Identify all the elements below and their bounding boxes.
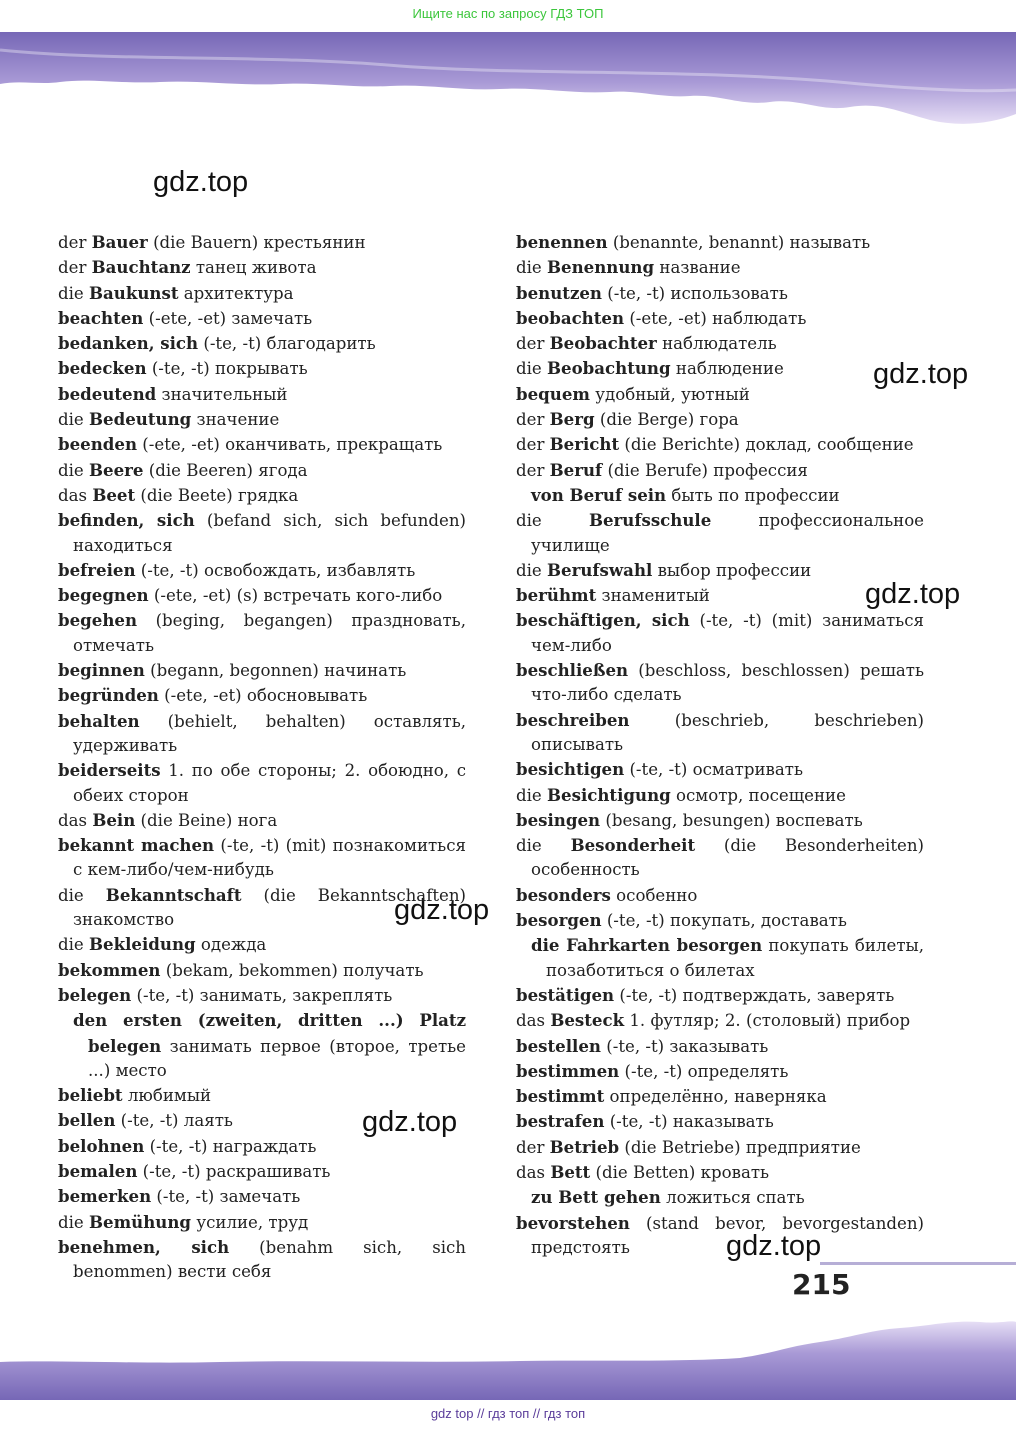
dictionary-entry — [58, 833, 466, 883]
header-note: Ищите нас по запросу ГДЗ ТОП — [412, 6, 604, 21]
entry-definition: одежда — [195, 935, 267, 955]
entry-headword: Benennung — [547, 257, 655, 278]
entry-headword: zu Bett gehen — [531, 1187, 661, 1208]
dictionary-entry — [516, 1160, 924, 1185]
entry-headword: Bedeutung — [89, 409, 192, 430]
entry-definition: (-te, -t) покупать, доставать — [601, 911, 847, 931]
entry-headword: begegnen — [58, 585, 149, 606]
entry-article: die — [58, 283, 90, 303]
entry-definition: (-ete, -et) (s) встречать кого-либо — [148, 586, 443, 606]
entry-definition: (-te, -t) определять — [619, 1061, 789, 1081]
dictionary-entry — [516, 583, 924, 608]
entry-headword: Bauer — [91, 232, 148, 252]
entry-definition: (-te, -t) осматривать — [624, 760, 803, 780]
entry-definition: (beschrieb, beschrieben) описывать — [531, 710, 924, 754]
entry-definition: значение — [191, 410, 280, 430]
entry-headword: besichtigen — [516, 759, 625, 780]
entry-definition: определённо, наверняка — [604, 1087, 827, 1107]
entry-headword: begründen — [58, 685, 159, 706]
dictionary-entry — [58, 331, 466, 356]
entry-headword: befreien — [58, 559, 136, 580]
dictionary-entry — [58, 255, 466, 280]
entry-definition: усилие, труд — [191, 1212, 309, 1232]
entry-definition: название — [654, 258, 741, 278]
entry-definition: (-te, -t) заказывать — [600, 1036, 769, 1056]
dictionary-entry — [58, 230, 466, 255]
entry-definition: (-te, -t) освобождать, избавлять — [135, 560, 416, 580]
dictionary-entry — [516, 708, 924, 758]
dictionary-column-right — [516, 230, 924, 1260]
entry-definition: наблюдатель — [656, 334, 777, 354]
dictionary-entry — [58, 432, 466, 457]
dictionary-entry — [516, 382, 924, 407]
entry-definition: выбор профессии — [652, 560, 812, 580]
entry-definition: (-te, -t) использовать — [602, 283, 788, 303]
entry-definition: (-te, -t) (mit) познакомиться с кем-либо/чем-нибудь — [73, 836, 466, 880]
entry-definition: (beschloss, beschlossen) решать что-либо сделать — [531, 661, 924, 705]
entry-article: die — [516, 359, 548, 379]
entry-definition: (die Beete) грядка — [135, 485, 299, 505]
dictionary-entry — [516, 356, 924, 381]
entry-headword: begehen — [58, 610, 138, 631]
entry-definition: (die Berichte) доклад, сообщение — [619, 435, 914, 455]
entry-headword: bestätigen — [516, 984, 615, 1005]
entry-headword: besingen — [516, 809, 601, 830]
entry-headword: bequem — [516, 383, 590, 404]
entry-headword: besorgen — [516, 910, 602, 931]
dictionary-entry — [58, 558, 466, 583]
dictionary-entry — [58, 483, 466, 508]
dictionary-entry — [516, 908, 924, 933]
entry-definition: быть по профессии — [666, 485, 840, 505]
entry-definition: (besang, besungen) воспевать — [600, 810, 863, 830]
entry-headword: beiderseits — [58, 760, 161, 781]
entry-article: das — [58, 485, 93, 505]
top-banner-decoration — [0, 32, 1016, 132]
entry-headword: beschließen — [516, 660, 629, 681]
entry-article: der — [516, 1137, 550, 1157]
entry-headword: Berg — [549, 409, 595, 430]
entry-article: die — [516, 258, 548, 278]
entry-definition: (-ete, -et) обосновывать — [158, 686, 368, 706]
entry-definition: (die Bauern) крестьянин — [147, 233, 366, 252]
dictionary-entry — [58, 1008, 466, 1083]
dictionary-entry — [516, 458, 924, 483]
dictionary-entry — [58, 958, 466, 983]
entry-headword: den ersten (zweiten, dritten ...) Platz belegen — [73, 1010, 466, 1056]
dictionary-entry — [516, 331, 924, 356]
watermark-text: gdz.top — [873, 358, 969, 390]
dictionary-entry — [516, 658, 924, 708]
entry-definition: (die Betriebe) предприятие — [619, 1137, 861, 1157]
entry-headword: beobachten — [516, 307, 625, 328]
dictionary-entry — [516, 483, 924, 508]
entry-headword: benennen — [516, 232, 608, 252]
entry-headword: belohnen — [58, 1135, 145, 1156]
entry-article: der — [58, 258, 92, 278]
entry-headword: von Beruf sein — [531, 484, 667, 505]
dictionary-entry — [516, 983, 924, 1008]
dictionary-entry — [516, 883, 924, 908]
entry-headword: bedanken, sich — [58, 333, 199, 354]
dictionary-entry — [58, 1184, 466, 1209]
entry-definition: (bekam, bekommen) получать — [160, 960, 424, 980]
watermark-text: gdz.top — [394, 894, 490, 926]
entry-headword: Beet — [92, 484, 136, 505]
entry-headword: belegen — [58, 984, 132, 1005]
entry-headword: Bein — [92, 809, 136, 830]
entry-headword: Bekanntschaft — [105, 884, 242, 905]
entry-article: die — [516, 785, 548, 805]
dictionary-entry — [516, 508, 924, 558]
dictionary-entry — [516, 306, 924, 331]
dictionary-entry — [58, 382, 466, 407]
entry-headword: Besonderheit — [570, 835, 696, 856]
entry-headword: bevorstehen — [516, 1212, 630, 1233]
entry-headword: beenden — [58, 434, 138, 455]
entry-article: der — [516, 410, 550, 430]
watermark-text: gdz.top — [865, 578, 961, 610]
dictionary-entry — [58, 1159, 466, 1184]
dictionary-entry — [58, 808, 466, 833]
entry-definition: (-ete, -et) наблюдать — [624, 308, 807, 328]
entry-headword: behalten — [58, 710, 140, 731]
entry-definition: (-te, -t) благодарить — [198, 334, 376, 354]
dictionary-entry — [58, 281, 466, 306]
entry-headword: bestrafen — [516, 1111, 605, 1132]
entry-headword: Bauchtanz — [91, 257, 191, 278]
entry-definition: 1. футляр; 2. (столовый) прибор — [624, 1011, 911, 1031]
entry-headword: bestellen — [516, 1035, 601, 1056]
entry-headword: Beobachtung — [547, 358, 671, 379]
dictionary-entry — [58, 1210, 466, 1235]
entry-headword: Beere — [89, 459, 144, 480]
entry-article: der — [516, 460, 550, 480]
entry-definition: значительный — [156, 384, 288, 404]
entry-definition: (benahm sich, sich benommen) вести себя — [73, 1237, 466, 1282]
entry-headword: bemerken — [58, 1186, 152, 1207]
entry-definition: (die Betten) кровать — [590, 1162, 770, 1182]
entry-definition: осмотр, посещение — [670, 785, 846, 805]
entry-headword: Bett — [550, 1161, 591, 1182]
entry-headword: Betrieb — [549, 1136, 620, 1157]
dictionary-entry — [58, 356, 466, 381]
entry-article: das — [516, 1011, 551, 1031]
dictionary-entry — [516, 933, 924, 983]
dictionary-entry — [516, 1008, 924, 1033]
entry-article: die — [516, 560, 548, 580]
entry-headword: bestimmen — [516, 1060, 620, 1081]
entry-definition: занимать первое (второе, третье ...) место — [88, 1036, 466, 1080]
entry-definition: (benannte, benannt) называть — [607, 233, 871, 252]
entry-definition: (-te, -t) раскрашивать — [137, 1161, 331, 1181]
entry-headword: benehmen, sich — [58, 1236, 230, 1257]
entry-headword: Berufswahl — [547, 559, 653, 580]
entry-definition: (die Berge) гора — [594, 410, 739, 430]
entry-article: die — [58, 1212, 90, 1232]
entry-headword: bestimmt — [516, 1086, 605, 1107]
entry-article: die — [58, 460, 90, 480]
dictionary-entry — [516, 1211, 924, 1261]
entry-definition: (-te, -t) награждать — [144, 1136, 317, 1156]
dictionary-entry — [516, 1185, 924, 1210]
entry-definition: (die Beeren) ягода — [143, 460, 308, 480]
dictionary-entry — [58, 583, 466, 608]
dictionary-entry — [516, 1109, 924, 1134]
entry-definition: (-te, -t) (mit) заниматься чем-либо — [531, 611, 924, 655]
dictionary-entry — [58, 508, 466, 558]
entry-article: die — [516, 511, 589, 531]
entry-definition: танец живота — [190, 258, 317, 278]
dictionary-entry — [516, 558, 924, 583]
page-number: 215 — [792, 1268, 851, 1301]
page-number-rule — [820, 1262, 1016, 1265]
entry-headword: Bekleidung — [89, 934, 196, 955]
dictionary-entry — [516, 230, 924, 255]
dictionary-entry — [58, 1083, 466, 1108]
entry-headword: befinden, sich — [58, 510, 195, 531]
dictionary-entry — [58, 709, 466, 759]
entry-article: die — [516, 836, 571, 856]
entry-headword: Baukunst — [89, 282, 179, 303]
entry-article: das — [58, 810, 93, 830]
entry-definition: (-te, -t) покрывать — [146, 359, 308, 379]
entry-headword: bekommen — [58, 959, 161, 980]
entry-headword: beschreiben — [516, 709, 630, 730]
entry-article: der — [516, 334, 550, 354]
dictionary-entry — [58, 658, 466, 683]
dictionary-entry — [516, 1084, 924, 1109]
footer-note: gdz top // гдз топ // гдз топ — [430, 1406, 586, 1421]
entry-definition: (die Berufe) профессия — [602, 460, 808, 480]
entry-headword: Beobachter — [549, 333, 657, 354]
entry-definition: 1. по обе стороны; 2. обоюдно, с обеих сторон — [73, 761, 466, 805]
dictionary-entry — [58, 1235, 466, 1285]
entry-definition: покупать билеты, позаботиться о билетах — [546, 936, 924, 980]
entry-headword: benutzen — [516, 282, 602, 303]
entry-headword: besonders — [516, 884, 611, 905]
entry-headword: beschäftigen, sich — [516, 610, 690, 631]
dictionary-entry — [58, 983, 466, 1008]
entry-headword: bedecken — [58, 358, 147, 379]
entry-definition: ложиться спать — [660, 1188, 805, 1208]
dictionary-entry — [516, 1059, 924, 1084]
entry-definition: (die Besonderheiten) особенность — [531, 836, 924, 880]
entry-headword: bekannt machen — [58, 835, 215, 856]
dictionary-entry — [516, 757, 924, 782]
entry-definition: любимый — [122, 1086, 212, 1106]
entry-headword: beliebt — [58, 1085, 123, 1106]
entry-article: die — [58, 935, 90, 955]
entry-definition: удобный, уютный — [589, 384, 750, 404]
entry-definition: (stand bevor, bevorgestanden) предстоять — [531, 1213, 924, 1257]
dictionary-entry — [516, 1135, 924, 1160]
entry-headword: berühmt — [516, 585, 597, 606]
entry-headword: Beruf — [549, 459, 603, 480]
entry-definition: (-te, -t) подтверждать, заверять — [614, 985, 895, 1005]
bottom-banner-decoration — [0, 1316, 1016, 1400]
dictionary-entry — [58, 608, 466, 658]
entry-headword: die Fahrkarten besorgen — [531, 935, 763, 956]
entry-article: die — [58, 885, 106, 905]
entry-headword: beginnen — [58, 660, 145, 681]
entry-definition: (-te, -t) наказывать — [604, 1112, 774, 1132]
entry-definition: (begann, begonnen) начинать — [144, 661, 407, 681]
entry-article: das — [516, 1162, 551, 1182]
entry-headword: Besteck — [550, 1010, 625, 1031]
entry-definition: (-ete, -et) замечать — [143, 308, 313, 328]
entry-headword: bellen — [58, 1110, 116, 1131]
dictionary-entry — [58, 758, 466, 808]
dictionary-entry — [516, 407, 924, 432]
dictionary-entry — [58, 1134, 466, 1159]
dictionary-entry — [516, 281, 924, 306]
entry-definition: наблюдение — [670, 359, 784, 379]
entry-article: die — [58, 410, 90, 430]
entry-definition: особенно — [610, 885, 698, 905]
entry-definition: профессиональное училище — [531, 511, 925, 555]
entry-headword: Bemühung — [89, 1211, 192, 1232]
entry-headword: bemalen — [58, 1160, 138, 1181]
entry-definition: (behielt, behalten) оставлять, удерживать — [73, 711, 466, 755]
entry-article: der — [58, 233, 92, 252]
entry-headword: beachten — [58, 307, 144, 328]
dictionary-column-left — [58, 230, 466, 1284]
entry-definition: (-te, -t) занимать, закреплять — [131, 985, 393, 1005]
dictionary-entry — [58, 683, 466, 708]
entry-definition: (-ete, -et) оканчивать, прекращать — [137, 435, 443, 455]
dictionary-entry — [516, 432, 924, 457]
dictionary-entry — [516, 833, 924, 883]
entry-definition: знаменитый — [596, 586, 710, 606]
entry-definition: (die Bekanntschaften) знакомство — [73, 885, 466, 930]
dictionary-entry — [516, 608, 924, 658]
entry-headword: Bericht — [549, 434, 620, 455]
entry-definition: (beging, begangen) праздновать, отмечать — [73, 611, 466, 655]
entry-definition: (die Beine) нога — [135, 810, 278, 830]
watermark-text: gdz.top — [726, 1230, 822, 1262]
entry-definition: (befand sich, sich befunden) находиться — [73, 511, 466, 555]
dictionary-entry — [58, 407, 466, 432]
dictionary-entry — [58, 883, 466, 933]
dictionary-entry — [58, 306, 466, 331]
watermark-text: gdz.top — [362, 1106, 458, 1138]
entry-headword: Besichtigung — [547, 784, 671, 805]
dictionary-entry — [516, 255, 924, 280]
entry-definition: (-te, -t) лаять — [115, 1111, 233, 1131]
dictionary-entry — [516, 783, 924, 808]
entry-definition: архитектура — [178, 283, 294, 303]
dictionary-entry — [58, 458, 466, 483]
entry-headword: bedeutend — [58, 383, 157, 404]
dictionary-entry — [58, 1108, 466, 1133]
entry-article: der — [516, 435, 550, 455]
dictionary-entry — [58, 932, 466, 957]
dictionary-entry — [516, 808, 924, 833]
dictionary-entry — [516, 1034, 924, 1059]
entry-headword: Berufsschule — [588, 510, 712, 531]
entry-definition: (-te, -t) замечать — [151, 1187, 301, 1207]
watermark-text: gdz.top — [153, 166, 249, 198]
